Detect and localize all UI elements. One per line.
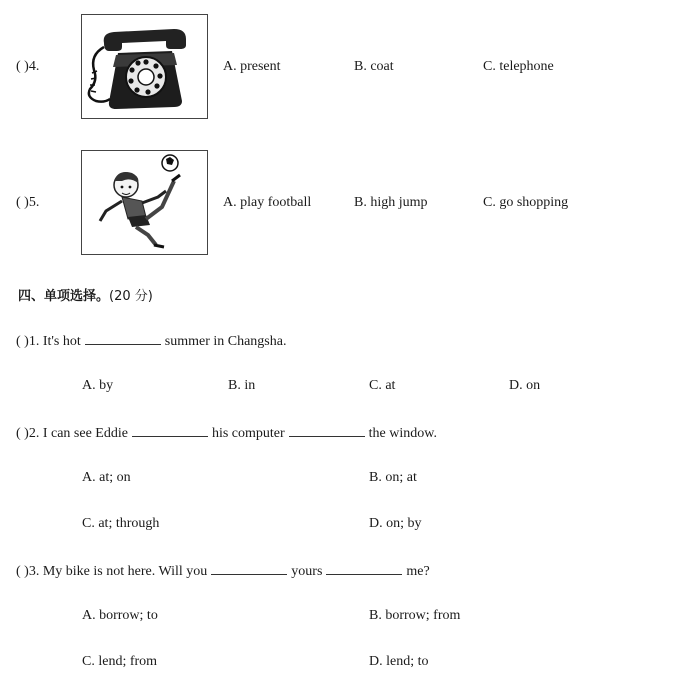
mc-question-1-option-d[interactable]: D. on <box>509 378 541 393</box>
question-4-number: ( )4. <box>16 59 40 74</box>
mc-question-2-option-b[interactable]: B. on; at <box>369 470 417 485</box>
mc-question-3-option-a[interactable]: A. borrow; to <box>82 608 158 623</box>
mc-question-1: ( )1. It's hot summer in Changsha. <box>16 334 287 349</box>
question-5-number: ( )5. <box>16 195 40 210</box>
football-player-icon <box>82 151 207 254</box>
mc-question-2-option-d[interactable]: D. on; by <box>369 516 422 531</box>
answer-blank <box>289 424 365 437</box>
question-5-option-c[interactable]: C. go shopping <box>483 195 569 210</box>
mc-question-1-option-a[interactable]: A. by <box>82 378 114 393</box>
mc-question-2-option-c[interactable]: C. at; through <box>82 516 160 531</box>
answer-bracket[interactable]: ( ) <box>16 59 29 74</box>
answer-bracket[interactable]: ( ) <box>16 334 29 349</box>
mc-question-3-option-d[interactable]: D. lend; to <box>369 654 429 669</box>
mc-question-2: ( )2. I can see Eddie his computer the window. <box>16 426 437 441</box>
question-4-option-a[interactable]: A. present <box>223 59 281 74</box>
mc-question-1-option-b[interactable]: B. in <box>228 378 256 393</box>
mc-question-3: ( )3. My bike is not here. Will you yours me? <box>16 564 430 579</box>
question-5-option-b[interactable]: B. high jump <box>354 195 428 210</box>
mc-question-2-option-a[interactable]: A. at; on <box>82 470 131 485</box>
mc-question-3-option-b[interactable]: B. borrow; from <box>369 608 461 623</box>
question-4-option-c[interactable]: C. telephone <box>483 59 554 74</box>
question-4-option-b[interactable]: B. coat <box>354 59 394 74</box>
mc-question-3-option-c[interactable]: C. lend; from <box>82 654 158 669</box>
mc-question-1-option-c[interactable]: C. at <box>369 378 396 393</box>
telephone-picture <box>81 14 208 119</box>
telephone-icon <box>82 15 207 118</box>
answer-blank <box>326 562 402 575</box>
answer-blank <box>211 562 287 575</box>
answer-bracket[interactable]: ( ) <box>16 426 29 441</box>
football-player-picture <box>81 150 208 255</box>
answer-blank <box>85 332 161 345</box>
answer-bracket[interactable]: ( ) <box>16 564 29 579</box>
answer-blank <box>132 424 208 437</box>
section-4-title: 四、单项选择。(20 分) <box>18 289 153 304</box>
section-4-score: (20 分) <box>109 289 153 304</box>
answer-bracket[interactable]: ( ) <box>16 195 29 210</box>
question-5-option-a[interactable]: A. play football <box>223 195 312 210</box>
